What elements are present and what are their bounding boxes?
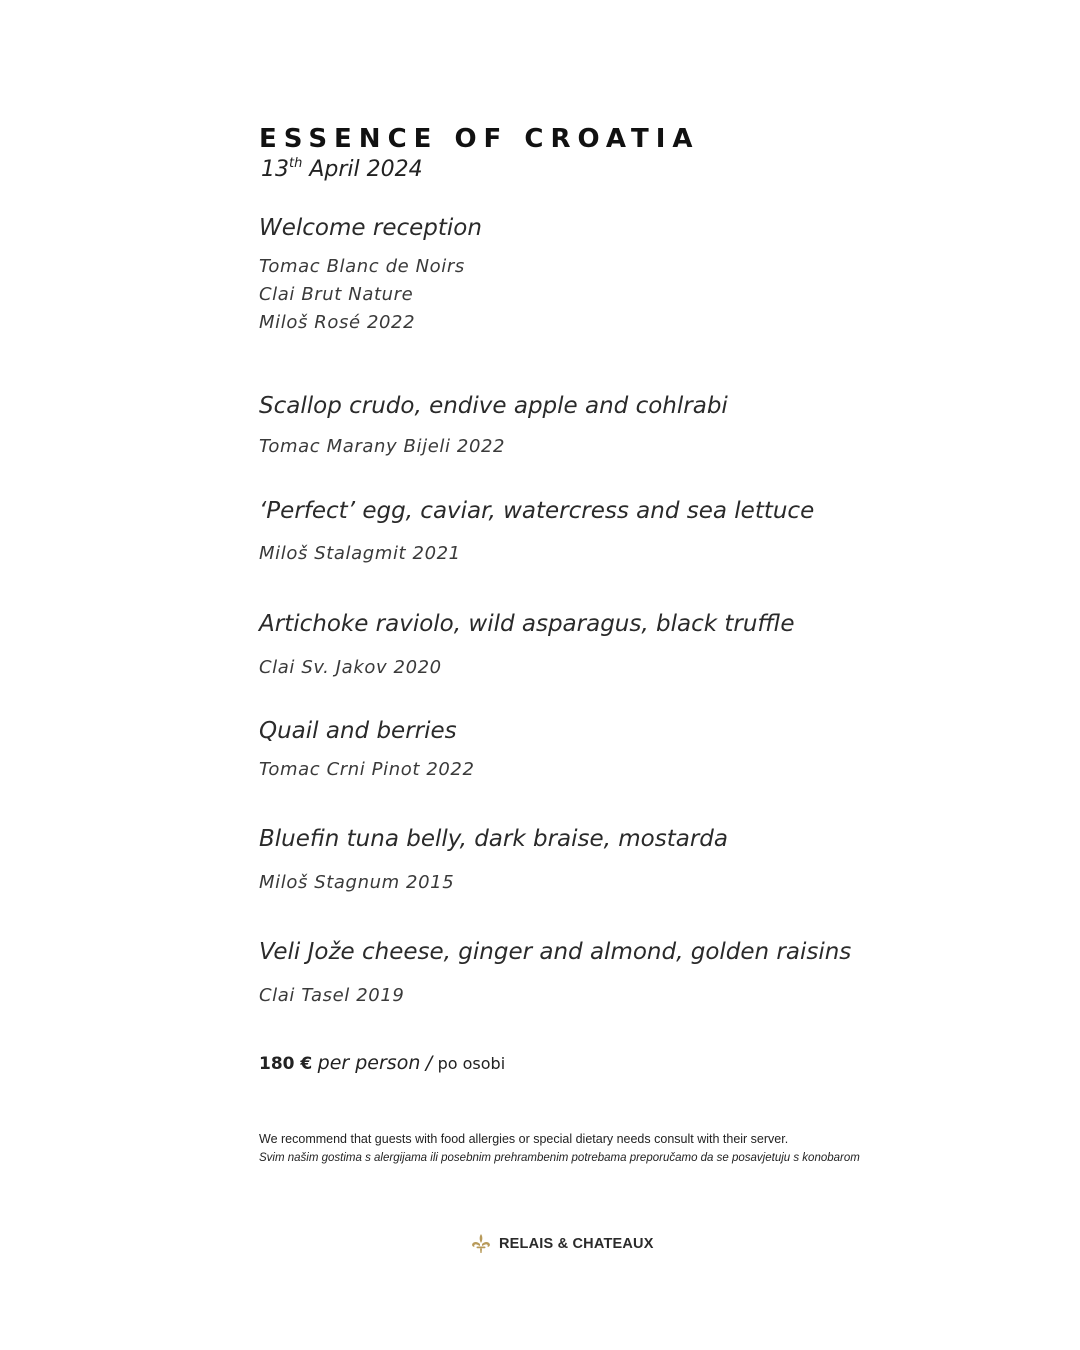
welcome-wine: Clai Brut Nature: [259, 284, 414, 305]
menu-date: [261, 157, 423, 182]
course-wine: Miloš Stalagmit 2021: [259, 543, 461, 564]
welcome-wine: Miloš Rosé 2022: [259, 312, 416, 333]
date-rest: April 2024: [302, 157, 423, 182]
price-separator: /: [425, 1052, 433, 1074]
price-local: po osobi: [437, 1054, 506, 1073]
date-suffix: th: [289, 156, 303, 171]
course-dish: Veli Jože cheese, ginger and almond, golden raisins: [259, 939, 852, 965]
welcome-wine: Tomac Blanc de Noirs: [259, 256, 465, 277]
price-amount: 180 €: [259, 1054, 313, 1074]
course-dish: Bluefin tuna belly, dark braise, mostarda: [259, 826, 728, 852]
price-per-person: per person: [317, 1052, 421, 1074]
logo-text: RELAIS & CHATEAUX: [499, 1236, 654, 1252]
course-dish: Artichoke raviolo, wild asparagus, black truffle: [259, 611, 795, 637]
course-dish: Scallop crudo, endive apple and cohlrabi: [259, 393, 728, 419]
course-dish: Quail and berries: [259, 718, 457, 744]
course-dish: ‘Perfect’ egg, caviar, watercress and sea lettuce: [259, 498, 815, 524]
menu-price: [259, 1052, 505, 1074]
date-day: 13: [261, 157, 289, 182]
relais-chateaux-logo: [469, 1232, 654, 1256]
allergy-note-croatian: Svim našim gostima s alergijama ili posebnim prehrambenim potrebama preporučamo da se posavjetuju s konobarom: [259, 1152, 860, 1164]
menu-title: ESSENCE OF CROATIA: [259, 124, 700, 154]
course-wine: Clai Sv. Jakov 2020: [259, 657, 442, 678]
course-wine: Tomac Crni Pinot 2022: [259, 759, 475, 780]
course-wine: Clai Tasel 2019: [259, 985, 405, 1006]
allergy-note-english: We recommend that guests with food allergies or special dietary needs consult with their server.: [259, 1132, 789, 1146]
course-wine: Tomac Marany Bijeli 2022: [259, 436, 506, 457]
fleur-de-lis-icon: [469, 1232, 493, 1256]
course-wine: Miloš Stagnum 2015: [259, 872, 455, 893]
welcome-heading: Welcome reception: [259, 215, 482, 241]
